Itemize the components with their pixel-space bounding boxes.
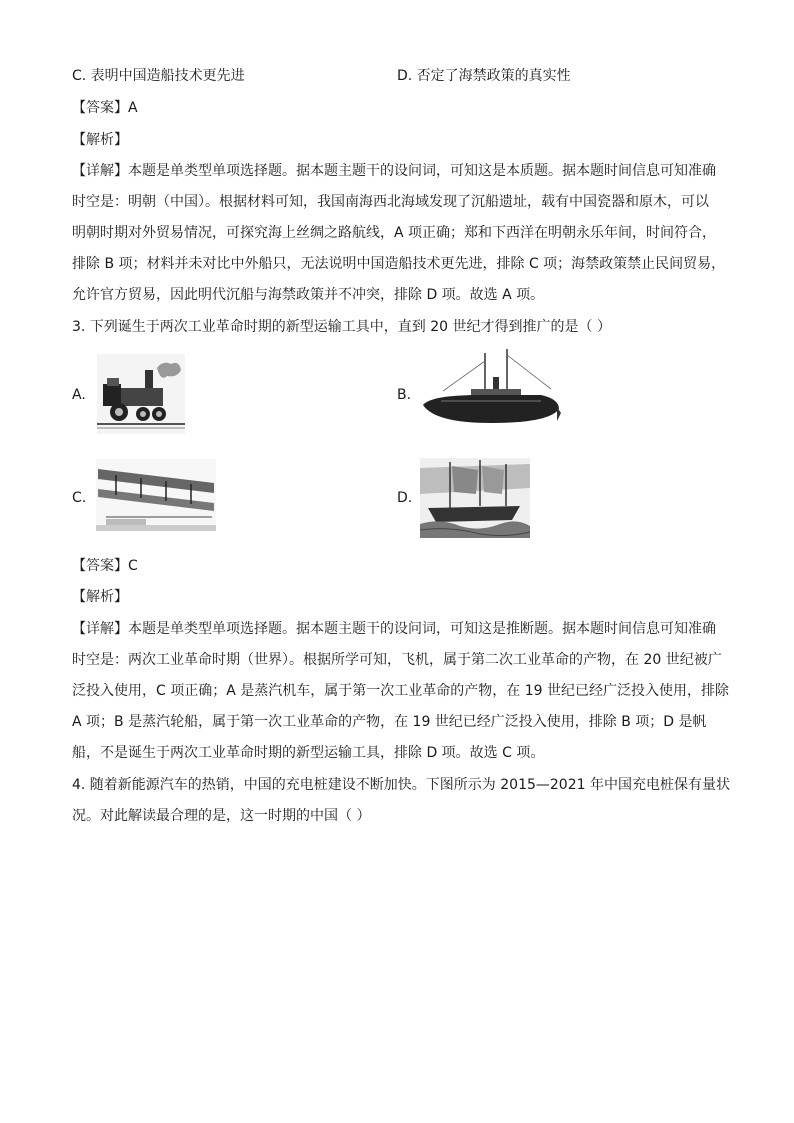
steamship-image bbox=[421, 347, 561, 437]
q3-detail-line: 船，不是诞生于两次工业革命时期的新型运输工具，排除 D 项。故选 C 项。 bbox=[72, 745, 545, 761]
q3-option-c-label: C. bbox=[72, 490, 87, 506]
q2-detail-line: 明朝时期对外贸易情况，可探究海上丝绸之路航线，A 项正确；郑和下西洋在明朝永乐年间，时间符合， bbox=[72, 225, 717, 241]
q2-detail-line: 时空是：明朝（中国）。根据材料可知，我国南海西北海域发现了沉船遗址，载有中国瓷器和原木，可以 bbox=[72, 194, 709, 210]
q3-option-d-label: D. bbox=[397, 490, 413, 506]
q3-detail-line: 时空是：两次工业革命时期（世界）。根据所学可知，飞机，属于第二次工业革命的产物，在 20 世纪被广 bbox=[72, 652, 722, 668]
q3-option-b-label: B. bbox=[397, 387, 412, 403]
q2-detail-line: 【详解】本题是单类型单项选择题。据本题主题干的设问词，可知这是本质题。据本题时间信息可知准确 bbox=[72, 163, 716, 179]
sailing-ship-image bbox=[420, 458, 530, 538]
q3-detail-line: 泛投入使用，C 项正确；A 是蒸汽机车，属于第一次工业革命的产物，在 19 世纪已经广泛投入使用，排除 bbox=[72, 683, 729, 699]
q3-question: 3. 下列诞生于两次工业革命时期的新型运输工具中，直到 20 世纪才得到推广的是（ ） bbox=[72, 319, 611, 335]
q2-detail-line: 排除 B 项；材料并未对比中外船只，无法说明中国造船技术更先进，排除 C 项；海禁政策禁止民间贸易， bbox=[72, 256, 726, 272]
q2-detail-line: 允许官方贸易，因此明代沉船与海禁政策并不冲突，排除 D 项。故选 A 项。 bbox=[72, 287, 545, 303]
q3-detail-line: 【详解】本题是单类型单项选择题。据本题主题干的设问词，可知这是推断题。据本题时间信息可知准确 bbox=[72, 621, 716, 637]
steam-locomotive-image bbox=[97, 354, 185, 434]
q3-detail-line: A 项；B 是蒸汽轮船，属于第一次工业革命的产物，在 19 世纪已经广泛投入使用，排除 B 项；D 是帆 bbox=[72, 714, 707, 730]
q2-option-d: D. 否定了海禁政策的真实性 bbox=[397, 68, 571, 84]
q2-analysis-label: 【解析】 bbox=[72, 132, 128, 148]
q2-answer: 【答案】A bbox=[72, 100, 138, 116]
q3-analysis-label: 【解析】 bbox=[72, 589, 128, 605]
q4-question-line: 4. 随着新能源汽车的热销，中国的充电桩建设不断加快。下图所示为 2015—2021 年中国充电桩保有量状 bbox=[72, 777, 730, 793]
q4-question-line: 况。对此解读最合理的是，这一时期的中国（ ） bbox=[72, 808, 371, 824]
q2-option-c: C. 表明中国造船技术更先进 bbox=[72, 68, 245, 84]
airplane-image bbox=[96, 459, 216, 531]
q3-answer: 【答案】C bbox=[72, 558, 138, 574]
q3-option-a-label: A. bbox=[72, 387, 86, 403]
